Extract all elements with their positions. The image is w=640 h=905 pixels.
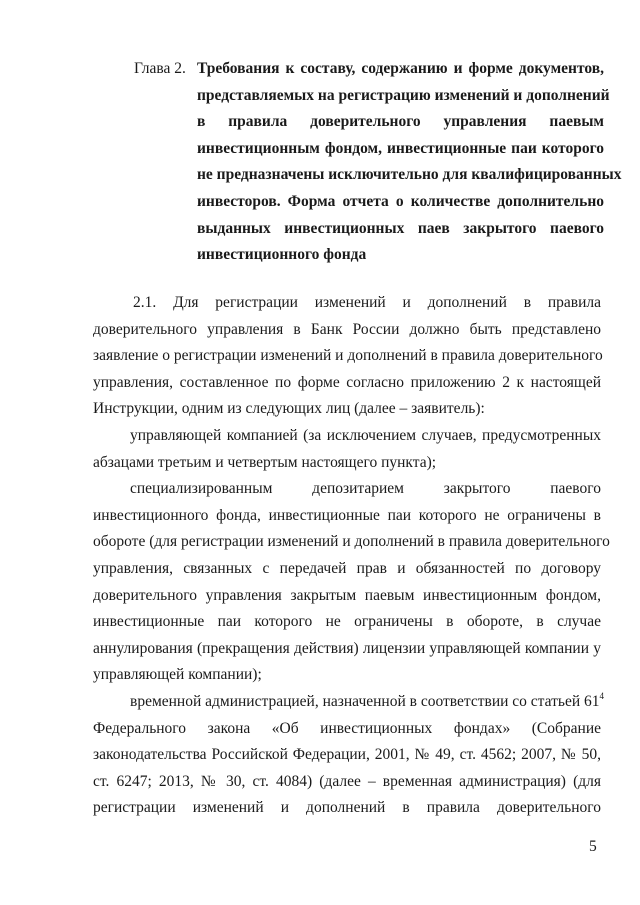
- text-line: инвестиционные паи которого не ограничены в обороте, в случае: [93, 613, 601, 631]
- chapter-title-line: выданных инвестиционных паев закрытого паевого: [197, 219, 604, 237]
- paragraph-depositary: [93, 476, 610, 689]
- text-line: доверительного управления в Банк России должно быть представлено: [93, 320, 601, 338]
- text-line: ст. 6247; 2013, № 30, ст. 4084) (далее – временная администрация) (для: [93, 772, 601, 790]
- text-line: управляющей компанией (за исключением случаев, предусмотренных: [130, 426, 601, 444]
- paragraph-temporary-administration: [93, 689, 604, 822]
- text-line: обороте (для регистрации изменений и дополнений в правила доверительного: [93, 533, 610, 551]
- text-line: абзацами третьим и четвертым настоящего пункта);: [93, 453, 437, 471]
- chapter-title-line: инвесторов. Форма отчета о количестве дополнительно: [197, 192, 604, 210]
- chapter-title-line: инвестиционным фондом, инвестиционные паи которого: [197, 139, 604, 157]
- chapter-title-line: Требования к составу, содержанию и форме документов,: [197, 60, 604, 77]
- chapter-title-line: не предназначены исключительно для квалифицированных: [197, 166, 622, 184]
- chapter-title: [197, 56, 622, 269]
- page-number: 5: [589, 838, 597, 855]
- text-line: регистрации изменений и дополнений в правила доверительного: [93, 799, 601, 817]
- paragraph-management-company: [93, 423, 601, 476]
- chapter-title-line: инвестиционного фонда: [197, 246, 367, 264]
- text-line: управления, связанных с передачей прав и обязанностей по договору: [93, 559, 601, 577]
- text-fragment: временной администрацией, назначенной в соответствии со статьей 61: [130, 692, 600, 710]
- text-line: [93, 689, 604, 716]
- text-line: специализированным депозитарием закрытого паевого: [130, 480, 601, 498]
- chapter-title-line: в правила доверительного управления паевым: [197, 113, 604, 131]
- text-line: законодательства Российской Федерации, 2001, № 49, ст. 4562; 2007, № 50,: [93, 746, 601, 764]
- text-line: инвестиционного фонда, инвестиционные паи которого не ограничены в: [93, 506, 601, 524]
- text-line: заявление о регистрации изменений и дополнений в правила доверительного: [93, 347, 603, 365]
- text-line: управления, составленное по форме согласно приложению 2 к настоящей: [93, 373, 601, 391]
- chapter-label: Глава 2.: [134, 60, 186, 77]
- chapter-title-line: представляемых на регистрацию изменений и дополнений: [197, 86, 610, 104]
- text-line: Инструкции, одним из следующих лиц (далее – заявитель):: [93, 400, 485, 418]
- text-line: аннулирования (прекращения действия) лицензии управляющей компании у: [93, 639, 601, 657]
- body-text: [93, 290, 610, 822]
- superscript: 4: [599, 690, 604, 701]
- text-line: Федерального закона «Об инвестиционных фондах» (Собрание: [93, 719, 601, 737]
- text-line: управляющей компании);: [93, 666, 262, 684]
- text-line: доверительного управления закрытым паевым инвестиционным фондом,: [93, 586, 601, 604]
- text-line: 2.1. Для регистрации изменений и дополнений в правила: [133, 294, 601, 311]
- paragraph-2-1: [93, 290, 601, 423]
